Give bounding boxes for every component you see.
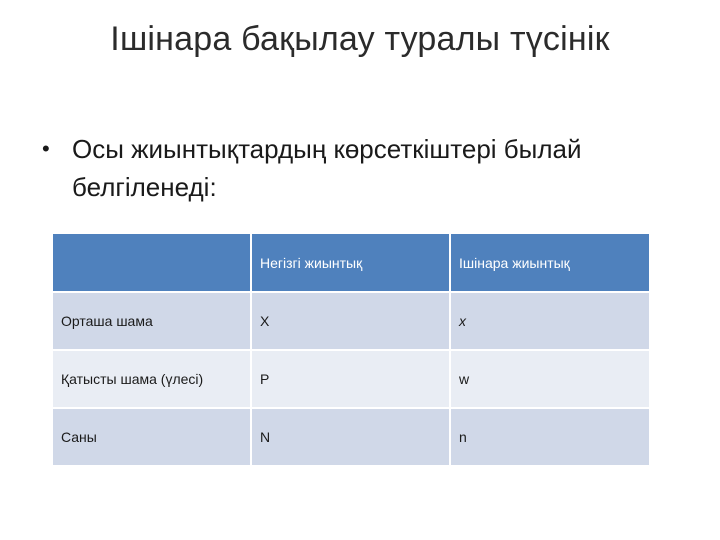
comparison-table bbox=[53, 234, 649, 465]
cell-sample-mean: x bbox=[450, 292, 649, 350]
row-label-mean: Орташа шама bbox=[53, 292, 251, 350]
cell-sample-proportion: w bbox=[450, 350, 649, 408]
header-cell-empty bbox=[53, 234, 251, 292]
cell-population-count: N bbox=[251, 408, 450, 465]
cell-sample-count: n bbox=[450, 408, 649, 465]
cell-population-mean: X bbox=[251, 292, 450, 350]
bullet-item bbox=[42, 130, 682, 206]
row-label-count: Саны bbox=[53, 408, 251, 465]
header-cell-population: Негізгі жиынтық bbox=[251, 234, 450, 292]
table-header-row bbox=[53, 234, 649, 292]
table-row bbox=[53, 292, 649, 350]
header-cell-sample: Ішінара жиынтық bbox=[450, 234, 649, 292]
table-row bbox=[53, 350, 649, 408]
table-row bbox=[53, 408, 649, 465]
bullet-dot-icon: • bbox=[42, 136, 50, 161]
cell-population-proportion: P bbox=[251, 350, 450, 408]
bullet-text: Осы жиынтықтардың көрсеткіштері былай белгіленеді: bbox=[72, 134, 582, 202]
slide-title: Ішінара бақылау туралы түсінік bbox=[110, 20, 610, 58]
row-label-proportion: Қатысты шама (үлесі) bbox=[53, 350, 251, 408]
